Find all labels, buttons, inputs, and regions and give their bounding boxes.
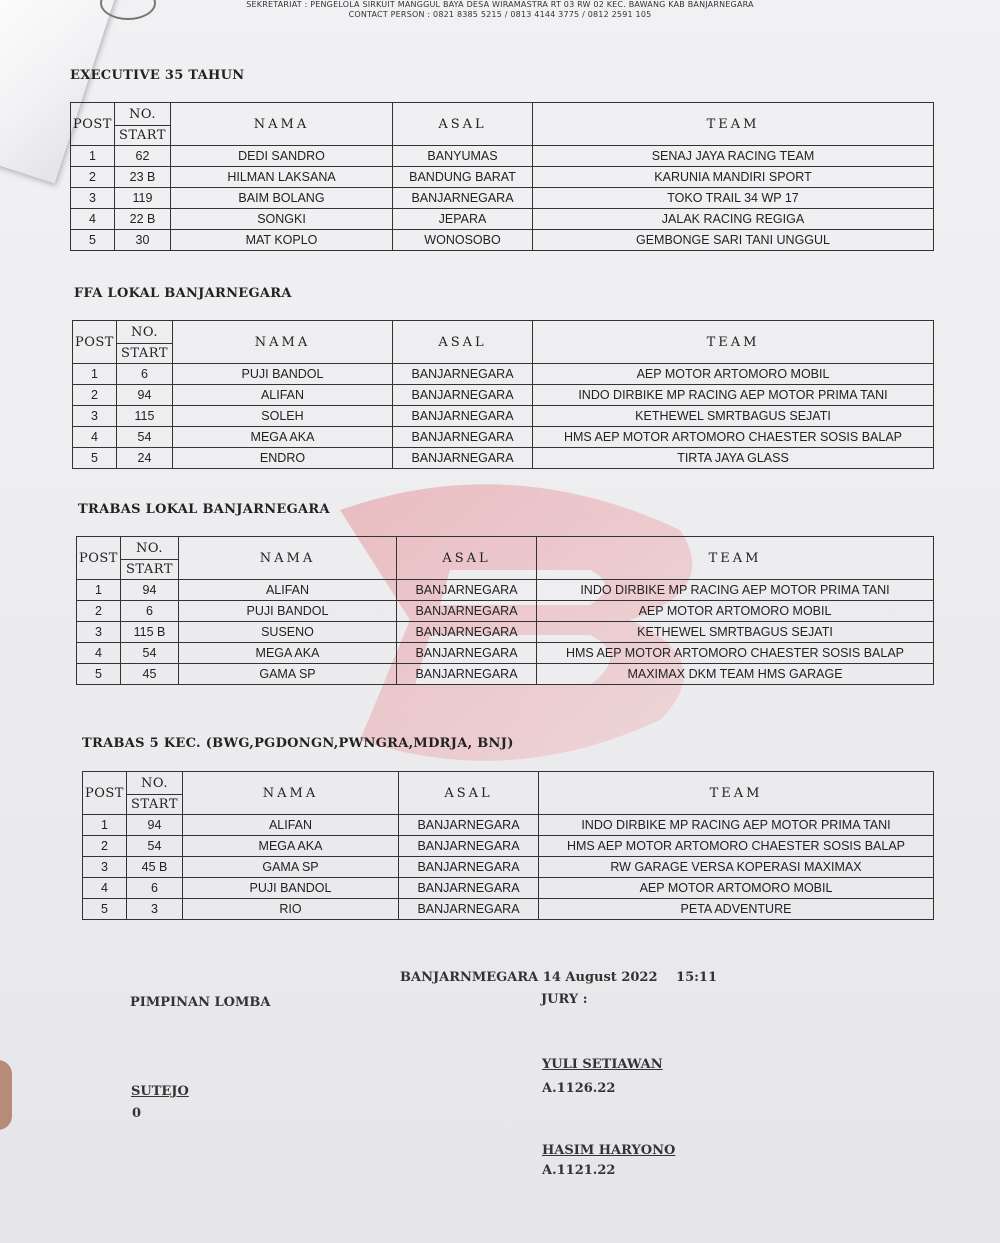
table-body (77, 580, 934, 685)
cell-post: 1 (83, 815, 127, 836)
jury-label: JURY : (541, 992, 588, 1007)
cell-no: 54 (127, 836, 183, 857)
cell-post: 3 (71, 188, 115, 209)
table-row (83, 899, 934, 920)
header-contact: CONTACT PERSON : 0821 8385 5215 / 0813 4144 3775 / 0812 2591 105 (348, 10, 652, 19)
cell-no: 119 (115, 188, 171, 209)
cell-no: 30 (115, 230, 171, 251)
cell-nama: SUSENO (179, 622, 397, 643)
col-team: TEAM (537, 537, 934, 580)
table-row (83, 878, 934, 899)
cell-asal: BANJARNEGARA (393, 385, 533, 406)
cell-no: 94 (117, 385, 173, 406)
cell-team: TIRTA JAYA GLASS (533, 448, 934, 469)
cell-no: 54 (121, 643, 179, 664)
cell-post: 1 (71, 146, 115, 167)
cell-team: RW GARAGE VERSA KOPERASI MAXIMAX (539, 857, 934, 878)
cell-nama: PUJI BANDOL (183, 878, 399, 899)
col-asal: ASAL (399, 772, 539, 815)
cell-no: 24 (117, 448, 173, 469)
pimpinan-name: SUTEJO (131, 1084, 189, 1099)
section-title-executive: EXECUTIVE 35 TAHUN (70, 68, 245, 83)
col-start: START (117, 344, 173, 364)
cell-asal: BANYUMAS (393, 146, 533, 167)
cell-nama: HILMAN LAKSANA (171, 167, 393, 188)
table-row (73, 385, 934, 406)
cell-team: INDO DIRBIKE MP RACING AEP MOTOR PRIMA TANI (533, 385, 934, 406)
cell-asal: BANJARNEGARA (399, 857, 539, 878)
cell-no: 94 (121, 580, 179, 601)
cell-nama: PUJI BANDOL (173, 364, 393, 385)
col-nama: NAMA (179, 537, 397, 580)
cell-asal: BANJARNEGARA (399, 899, 539, 920)
cell-team: PETA ADVENTURE (539, 899, 934, 920)
cell-team: SENAJ JAYA RACING TEAM (533, 146, 934, 167)
cell-nama: BAIM BOLANG (171, 188, 393, 209)
cell-no: 62 (115, 146, 171, 167)
section-title-ffa-lokal: FFA LOKAL BANJARNEGARA (74, 286, 292, 301)
cell-no: 6 (127, 878, 183, 899)
cell-no: 3 (127, 899, 183, 920)
table-row (73, 406, 934, 427)
table-row (83, 815, 934, 836)
cell-post: 4 (73, 427, 117, 448)
cell-team: HMS AEP MOTOR ARTOMORO CHAESTER SOSIS BALAP (539, 836, 934, 857)
cell-nama: ALIFAN (173, 385, 393, 406)
cell-nama: GAMA SP (183, 857, 399, 878)
col-no: NO. (117, 321, 173, 344)
cell-post: 5 (83, 899, 127, 920)
jury1-name: YULI SETIAWAN (542, 1057, 663, 1072)
col-no: NO. (121, 537, 179, 560)
table-body (71, 146, 934, 251)
cell-team: MAXIMAX DKM TEAM HMS GARAGE (537, 664, 934, 685)
col-nama: NAMA (183, 772, 399, 815)
cell-post: 5 (73, 448, 117, 469)
col-start: START (115, 126, 171, 146)
col-post: POST (73, 321, 117, 364)
cell-team: JALAK RACING REGIGA (533, 209, 934, 230)
cell-asal: BANJARNEGARA (397, 622, 537, 643)
cell-asal: BANJARNEGARA (397, 664, 537, 685)
cell-nama: MEGA AKA (173, 427, 393, 448)
cell-asal: BANJARNEGARA (393, 406, 533, 427)
cell-team: HMS AEP MOTOR ARTOMORO CHAESTER SOSIS BALAP (537, 643, 934, 664)
cell-nama: ENDRO (173, 448, 393, 469)
cell-no: 23 B (115, 167, 171, 188)
cell-no: 94 (127, 815, 183, 836)
cell-nama: DEDI SANDRO (171, 146, 393, 167)
cell-post: 5 (71, 230, 115, 251)
cell-team: TOKO TRAIL 34 WP 17 (533, 188, 934, 209)
table-row (73, 448, 934, 469)
col-start: START (127, 795, 183, 815)
col-no: NO. (127, 772, 183, 795)
table-row (73, 364, 934, 385)
table-row (71, 209, 934, 230)
cell-post: 2 (73, 385, 117, 406)
cell-nama: SOLEH (173, 406, 393, 427)
table-row (77, 664, 934, 685)
cell-team: GEMBONGE SARI TANI UNGGUL (533, 230, 934, 251)
jury1-id: A.1126.22 (542, 1081, 616, 1096)
jury2-id: A.1121.22 (542, 1163, 616, 1178)
cell-nama: GAMA SP (179, 664, 397, 685)
cell-post: 2 (83, 836, 127, 857)
cell-post: 1 (73, 364, 117, 385)
cell-post: 2 (71, 167, 115, 188)
cell-no: 115 (117, 406, 173, 427)
cell-asal: BANJARNEGARA (397, 643, 537, 664)
finger (0, 1060, 12, 1130)
cell-asal: JEPARA (393, 209, 533, 230)
table-row (71, 167, 934, 188)
cell-nama: MAT KOPLO (171, 230, 393, 251)
table-row (71, 188, 934, 209)
cell-asal: WONOSOBO (393, 230, 533, 251)
cell-team: INDO DIRBIKE MP RACING AEP MOTOR PRIMA TANI (537, 580, 934, 601)
cell-no: 22 B (115, 209, 171, 230)
col-asal: ASAL (397, 537, 537, 580)
table-row (77, 622, 934, 643)
cell-no: 54 (117, 427, 173, 448)
header-secretariat: SEKRETARIAT : PENGELOLA SIRKUIT MANGGUL BAYA DESA WIRAMASTRA RT 03 RW 02 KEC. BAWANG KAB BANJARNEGARA (246, 0, 754, 9)
table-row (73, 427, 934, 448)
cell-team: AEP MOTOR ARTOMORO MOBIL (539, 878, 934, 899)
col-team: TEAM (533, 103, 934, 146)
cell-post: 1 (77, 580, 121, 601)
cell-asal: BANJARNEGARA (399, 878, 539, 899)
pimpinan-id: 0 (132, 1106, 142, 1121)
col-post: POST (77, 537, 121, 580)
col-asal: ASAL (393, 103, 533, 146)
col-post: POST (83, 772, 127, 815)
cell-post: 3 (83, 857, 127, 878)
col-nama: NAMA (173, 321, 393, 364)
results-table-trabas-lokal (76, 536, 934, 685)
table-row (71, 230, 934, 251)
results-table-ffa-lokal (72, 320, 934, 469)
table-row (77, 643, 934, 664)
cell-team: KARUNIA MANDIRI SPORT (533, 167, 934, 188)
cell-no: 45 B (127, 857, 183, 878)
pimpinan-lomba-label: PIMPINAN LOMBA (130, 995, 271, 1010)
document-header (150, 0, 850, 20)
report-time: 15:11 (676, 970, 718, 985)
section-title-trabas-5-kec: TRABAS 5 KEC. (BWG,PGDONGN,PWNGRA,MDRJA, BNJ) (82, 736, 514, 751)
table-row (77, 580, 934, 601)
cell-post: 4 (83, 878, 127, 899)
table-row (83, 836, 934, 857)
cell-asal: BANJARNEGARA (393, 188, 533, 209)
results-table-executive (70, 102, 934, 251)
cell-nama: SONGKI (171, 209, 393, 230)
cell-no: 45 (121, 664, 179, 685)
cell-nama: RIO (183, 899, 399, 920)
cell-asal: BANJARNEGARA (393, 364, 533, 385)
cell-post: 2 (77, 601, 121, 622)
jury2-name: HASIM HARYONO (542, 1143, 676, 1158)
table-body (73, 364, 934, 469)
col-team: TEAM (533, 321, 934, 364)
cell-post: 3 (73, 406, 117, 427)
place-date-text: BANJARNMEGARA 14 August 2022 (400, 970, 658, 985)
cell-team: AEP MOTOR ARTOMORO MOBIL (533, 364, 934, 385)
cell-asal: BANJARNEGARA (397, 601, 537, 622)
cell-asal: BANJARNEGARA (397, 580, 537, 601)
table-row (83, 857, 934, 878)
cell-post: 3 (77, 622, 121, 643)
section-title-trabas-lokal: TRABAS LOKAL BANJARNEGARA (78, 502, 330, 517)
cell-team: AEP MOTOR ARTOMORO MOBIL (537, 601, 934, 622)
cell-nama: PUJI BANDOL (179, 601, 397, 622)
table-body (83, 815, 934, 920)
col-team: TEAM (539, 772, 934, 815)
cell-no: 115 B (121, 622, 179, 643)
cell-team: KETHEWEL SMRTBAGUS SEJATI (537, 622, 934, 643)
results-table-trabas-5-kec (82, 771, 934, 920)
col-no: NO. (115, 103, 171, 126)
cell-team: INDO DIRBIKE MP RACING AEP MOTOR PRIMA TANI (539, 815, 934, 836)
col-nama: NAMA (171, 103, 393, 146)
cell-no: 6 (121, 601, 179, 622)
col-post: POST (71, 103, 115, 146)
cell-team: KETHEWEL SMRTBAGUS SEJATI (533, 406, 934, 427)
cell-post: 4 (71, 209, 115, 230)
cell-nama: ALIFAN (179, 580, 397, 601)
cell-nama: ALIFAN (183, 815, 399, 836)
place-date (400, 970, 717, 985)
cell-team: HMS AEP MOTOR ARTOMORO CHAESTER SOSIS BALAP (533, 427, 934, 448)
cell-asal: BANJARNEGARA (399, 836, 539, 857)
cell-asal: BANJARNEGARA (393, 427, 533, 448)
cell-nama: MEGA AKA (179, 643, 397, 664)
col-start: START (121, 560, 179, 580)
cell-asal: BANDUNG BARAT (393, 167, 533, 188)
cell-no: 6 (117, 364, 173, 385)
col-asal: ASAL (393, 321, 533, 364)
cell-post: 5 (77, 664, 121, 685)
cell-asal: BANJARNEGARA (393, 448, 533, 469)
cell-asal: BANJARNEGARA (399, 815, 539, 836)
table-row (77, 601, 934, 622)
cell-nama: MEGA AKA (183, 836, 399, 857)
table-row (71, 146, 934, 167)
cell-post: 4 (77, 643, 121, 664)
